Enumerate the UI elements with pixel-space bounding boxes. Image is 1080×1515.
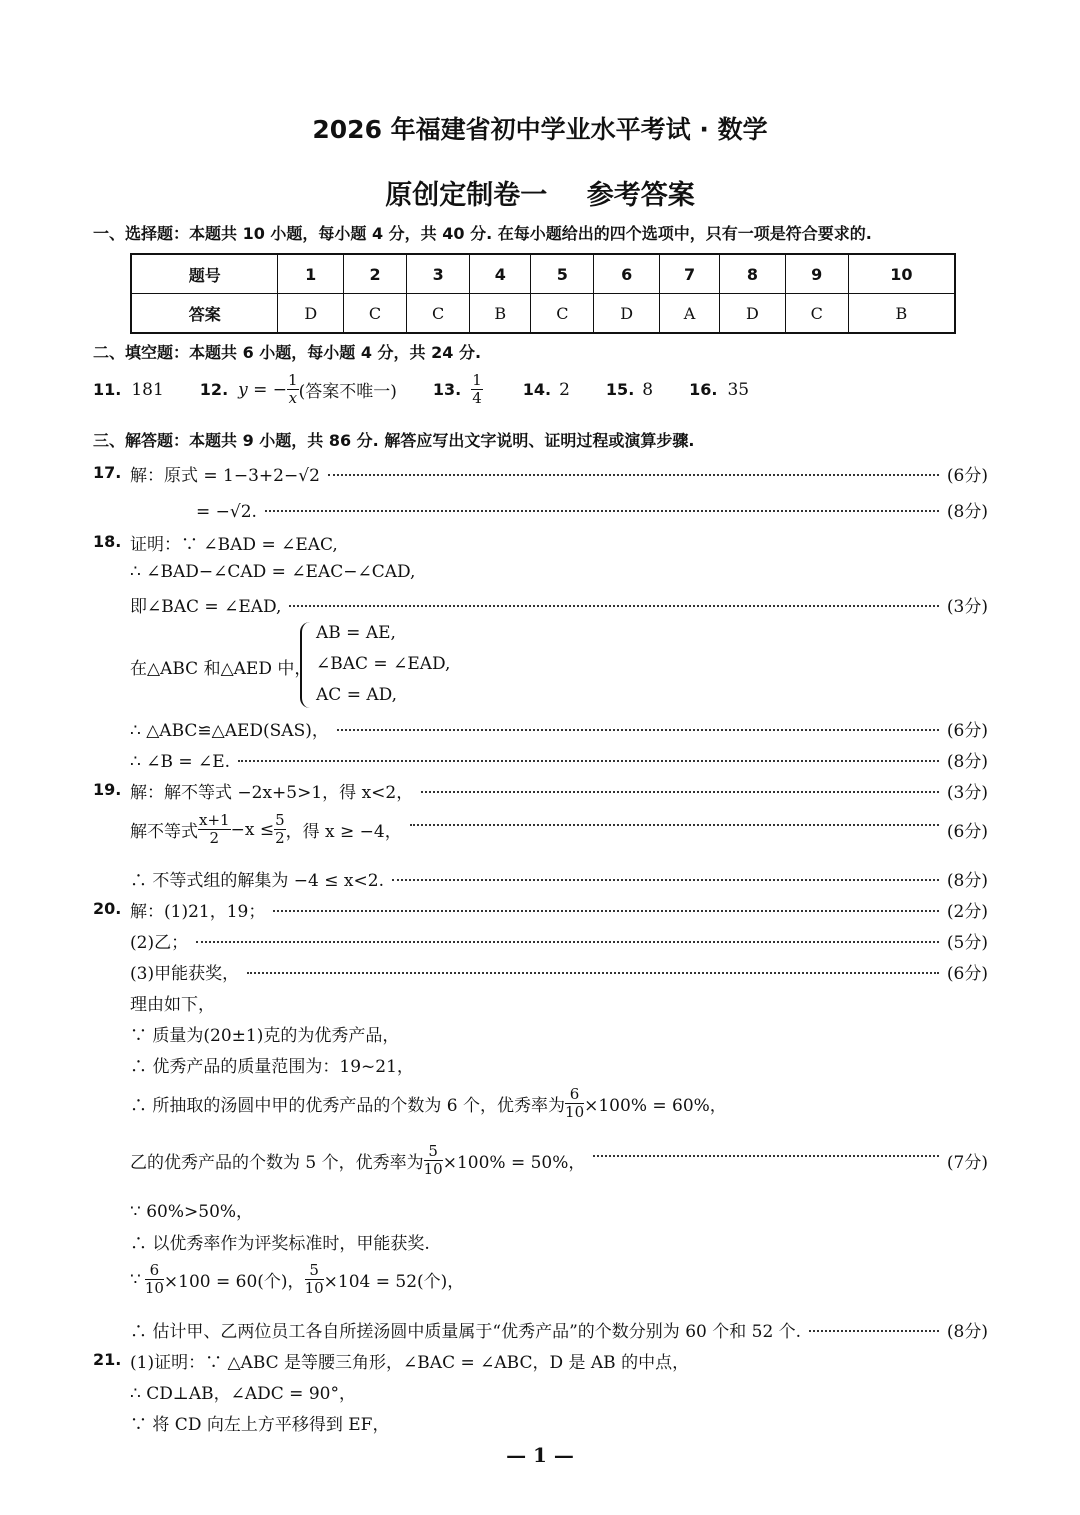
q20-denominator-11a: 10 xyxy=(144,1279,164,1298)
q19-denominator-1: 2 xyxy=(209,829,220,848)
q20-fraction-11b xyxy=(305,1262,324,1298)
q18-text-4: 在△ABC 和△AED 中， xyxy=(130,659,312,679)
q18-text-1: 证明：∵ ∠BAD = ∠EAC, xyxy=(130,535,338,555)
table-cell: B xyxy=(470,294,531,334)
table-cell: B xyxy=(848,294,955,334)
table-cell: 3 xyxy=(407,254,470,294)
section-choice-heading: 一、选择题：本题共 10 小题，每小题 4 分，共 40 分. 在每小题给出的四个选项中，只有一项是符合要求的. xyxy=(93,224,872,243)
exam-title: 2026 年福建省初中学业水平考试 · 数学 xyxy=(312,115,768,144)
q20-text-11b: ×100 = 60(个)， xyxy=(163,1272,305,1293)
table-cell: C xyxy=(785,294,848,334)
table-cell: 8 xyxy=(720,254,786,294)
table-cell: 1 xyxy=(278,254,344,294)
q18-brace-line-1: AB = AE, xyxy=(316,623,396,643)
fill-answers-row xyxy=(93,372,749,408)
leader-dots xyxy=(289,605,938,607)
q16-answer: 35 xyxy=(727,379,750,400)
q12-fraction xyxy=(287,372,299,408)
leader-dots xyxy=(337,729,939,731)
leader-dots xyxy=(247,972,939,974)
q17-line-1 xyxy=(130,461,988,486)
table-cell: C xyxy=(343,294,406,334)
section-solution-heading: 三、解答题：本题共 9 小题，共 86 分. 解答应写出文字说明、证明过程或演算步骤. xyxy=(93,431,695,450)
section-fill-heading: 二、填空题：本题共 6 小题，每小题 4 分，共 24 分. xyxy=(93,343,482,362)
q20-text-7b: ×100% = 60%， xyxy=(584,1096,727,1117)
q20-line-3 xyxy=(130,959,988,984)
q17-score-2: (8分) xyxy=(946,502,988,522)
q21-text-1: (1)证明：∵ △ABC 是等腰三角形，∠BAC = ∠ABC，D 是 AB 的中点， xyxy=(130,1353,690,1373)
table-cell: 6 xyxy=(594,254,660,294)
q19-fraction-1 xyxy=(198,812,231,848)
q19-line-2 xyxy=(130,812,988,848)
q20-numerator-11b: 5 xyxy=(305,1262,324,1280)
q11-number: 11. xyxy=(93,380,122,400)
table-cell: 9 xyxy=(785,254,848,294)
q19-text-3: ∴ 不等式组的解集为 −4 ≤ x<2. xyxy=(130,871,384,891)
q18-line-6 xyxy=(130,747,988,772)
q18-line-5 xyxy=(130,716,988,741)
q20-line-11 xyxy=(130,1262,464,1298)
q20-text-8b: ×100% = 50%， xyxy=(442,1153,586,1174)
q20-line-12 xyxy=(130,1317,988,1342)
q12-number: 12. xyxy=(199,380,229,400)
table-cell: 2 xyxy=(343,254,406,294)
q19-text-2a: 解不等式 xyxy=(130,822,198,843)
q20-score-3: (6分) xyxy=(946,964,988,984)
leader-dots xyxy=(328,474,939,476)
q21-text-2: ∴ CD⊥AB，∠ADC = 90°， xyxy=(130,1384,356,1404)
q18-number: 18. xyxy=(93,532,122,551)
q19-score-3: (8分) xyxy=(946,871,988,891)
q20-text-10: ∴ 以优秀率作为评奖标准时，甲能获奖. xyxy=(130,1234,430,1254)
q17-number: 17. xyxy=(93,463,122,482)
q20-score-12: (8分) xyxy=(946,1322,988,1342)
q19-text-2c: ，得 x ≥ −4， xyxy=(285,822,402,843)
q13-denominator: 4 xyxy=(472,389,482,408)
q20-fraction-8 xyxy=(424,1143,443,1179)
q20-numerator-7: 6 xyxy=(565,1086,584,1104)
table-cell: 答案 xyxy=(131,294,278,334)
brace-symbol xyxy=(300,622,314,708)
q20-text-7a: ∴ 所抽取的汤圆中甲的优秀产品的个数为 6 个，优秀率为 xyxy=(130,1096,566,1117)
q20-numerator-8: 5 xyxy=(424,1143,443,1161)
q20-number: 20. xyxy=(93,899,122,918)
q16-number: 16. xyxy=(689,380,718,400)
leader-dots xyxy=(410,824,939,826)
table-cell: C xyxy=(407,294,470,334)
q20-line-2 xyxy=(130,928,988,953)
q20-score-2: (5分) xyxy=(946,933,988,953)
q20-text-12: ∴ 估计甲、乙两位员工各自所搓汤圆中质量属于“优秀产品”的个数分别为 60 个和 52 个. xyxy=(130,1322,802,1342)
table-cell: 7 xyxy=(659,254,719,294)
q12-numerator: 1 xyxy=(288,371,298,389)
q20-numerator-11a: 6 xyxy=(145,1262,164,1280)
q18-text-3: 即∠BAC = ∠EAD, xyxy=(130,597,282,617)
q14-number: 14. xyxy=(522,380,552,400)
table-cell: A xyxy=(659,294,719,334)
leader-dots xyxy=(593,1155,939,1157)
q20-fraction-7 xyxy=(565,1086,584,1122)
q19-score-1: (3分) xyxy=(946,783,988,803)
q18-brace-line-3: AC = AD, xyxy=(316,685,398,705)
q21-number: 21. xyxy=(93,1350,122,1369)
q18-score-3: (3分) xyxy=(946,597,988,617)
q19-line-1 xyxy=(130,778,988,803)
leader-dots xyxy=(392,879,939,881)
q20-denominator-8: 10 xyxy=(423,1160,443,1179)
q20-text-11c: ×104 = 52(个)， xyxy=(323,1272,465,1293)
q17-score-1: (6分) xyxy=(946,466,988,486)
q13-fraction xyxy=(471,372,483,408)
page-number: — 1 — xyxy=(506,1443,574,1467)
leader-dots xyxy=(421,791,939,793)
q19-score-2: (6分) xyxy=(946,822,988,843)
q20-text-8a: 乙的优秀产品的个数为 5 个，优秀率为 xyxy=(130,1153,424,1174)
table-cell: 题号 xyxy=(131,254,278,294)
q18-text-6: ∴ ∠B = ∠E. xyxy=(130,752,231,772)
q20-score-8: (7分) xyxy=(946,1153,988,1174)
q20-line-8 xyxy=(130,1143,988,1179)
q20-denominator-11b: 10 xyxy=(304,1279,324,1298)
leader-dots xyxy=(238,760,939,762)
q19-line-3 xyxy=(130,866,988,891)
q18-text-5: ∴ △ABC≌△AED(SAS)， xyxy=(130,721,329,741)
q20-fraction-11a xyxy=(145,1262,164,1298)
table-cell: D xyxy=(720,294,786,334)
q20-text-6: ∴ 优秀产品的质量范围为：19~21， xyxy=(130,1057,414,1077)
q15-answer: 8 xyxy=(642,379,654,400)
q20-denominator-7: 10 xyxy=(565,1103,585,1122)
q12-answer-note: (答案不唯一) xyxy=(298,382,397,403)
q19-fraction-2 xyxy=(274,812,286,848)
table-cell: D xyxy=(278,294,344,334)
q18-line-3 xyxy=(130,592,988,617)
leader-dots xyxy=(273,910,939,912)
q20-text-4: 理由如下， xyxy=(130,995,215,1015)
q19-denominator-2: 2 xyxy=(275,829,285,848)
q17-line-2 xyxy=(196,497,988,522)
q20-text-2: (2)乙； xyxy=(130,933,189,953)
leader-dots xyxy=(196,941,939,943)
q13-numerator: 1 xyxy=(472,371,482,389)
table-cell: D xyxy=(594,294,660,334)
q20-text-3: (3)甲能获奖， xyxy=(130,964,240,984)
q12-denominator: x xyxy=(288,389,298,408)
q15-number: 15. xyxy=(605,380,635,400)
table-cell: 4 xyxy=(470,254,531,294)
answer-key-subtitle: 原创定制卷一 参考答案 xyxy=(385,180,695,211)
q19-text-1: 解：解不等式 −2x+5>1，得 x<2， xyxy=(130,783,414,803)
leader-dots xyxy=(265,510,939,512)
q20-line-1 xyxy=(130,897,988,922)
q20-text-9: ∵ 60%>50%， xyxy=(130,1202,254,1222)
q18-score-6: (8分) xyxy=(946,752,988,772)
choice-answer-table xyxy=(130,253,956,334)
table-cell: 10 xyxy=(848,254,955,294)
q12-answer-prefix: y = − xyxy=(238,379,288,400)
q18-text-2: ∴ ∠BAD−∠CAD = ∠EAC−∠CAD, xyxy=(130,562,416,582)
q19-numerator-1: x+1 xyxy=(199,811,230,829)
q11-answer: 181 xyxy=(131,379,164,400)
table-cell: 5 xyxy=(531,254,594,294)
q20-line-7 xyxy=(130,1086,727,1122)
q20-score-1: (2分) xyxy=(946,902,988,922)
q20-text-5: ∵ 质量为(20±1)克的为优秀产品， xyxy=(130,1026,400,1046)
q13-number: 13. xyxy=(432,380,462,400)
q17-text-2: = −√2. xyxy=(196,502,257,522)
table-cell: C xyxy=(531,294,594,334)
q20-text-1: 解：(1)21，19； xyxy=(130,902,266,922)
q19-text-2b: −x ≤ xyxy=(230,819,275,840)
leader-dots xyxy=(809,1330,939,1332)
q19-numerator-2: 5 xyxy=(275,811,285,829)
q19-number: 19. xyxy=(93,780,122,799)
q21-text-3: ∵ 将 CD 向左上方平移得到 EF， xyxy=(130,1415,390,1435)
q14-answer: 2 xyxy=(559,379,570,400)
q20-text-11a: ∵ xyxy=(130,1269,141,1290)
table-row-answers xyxy=(131,294,955,334)
q18-score-5: (6分) xyxy=(946,721,988,741)
q17-text-1: 解：原式 = 1−3+2−√2 xyxy=(130,466,320,486)
table-row-header xyxy=(131,254,955,294)
q18-brace-line-2: ∠BAC = ∠EAD, xyxy=(316,654,451,674)
